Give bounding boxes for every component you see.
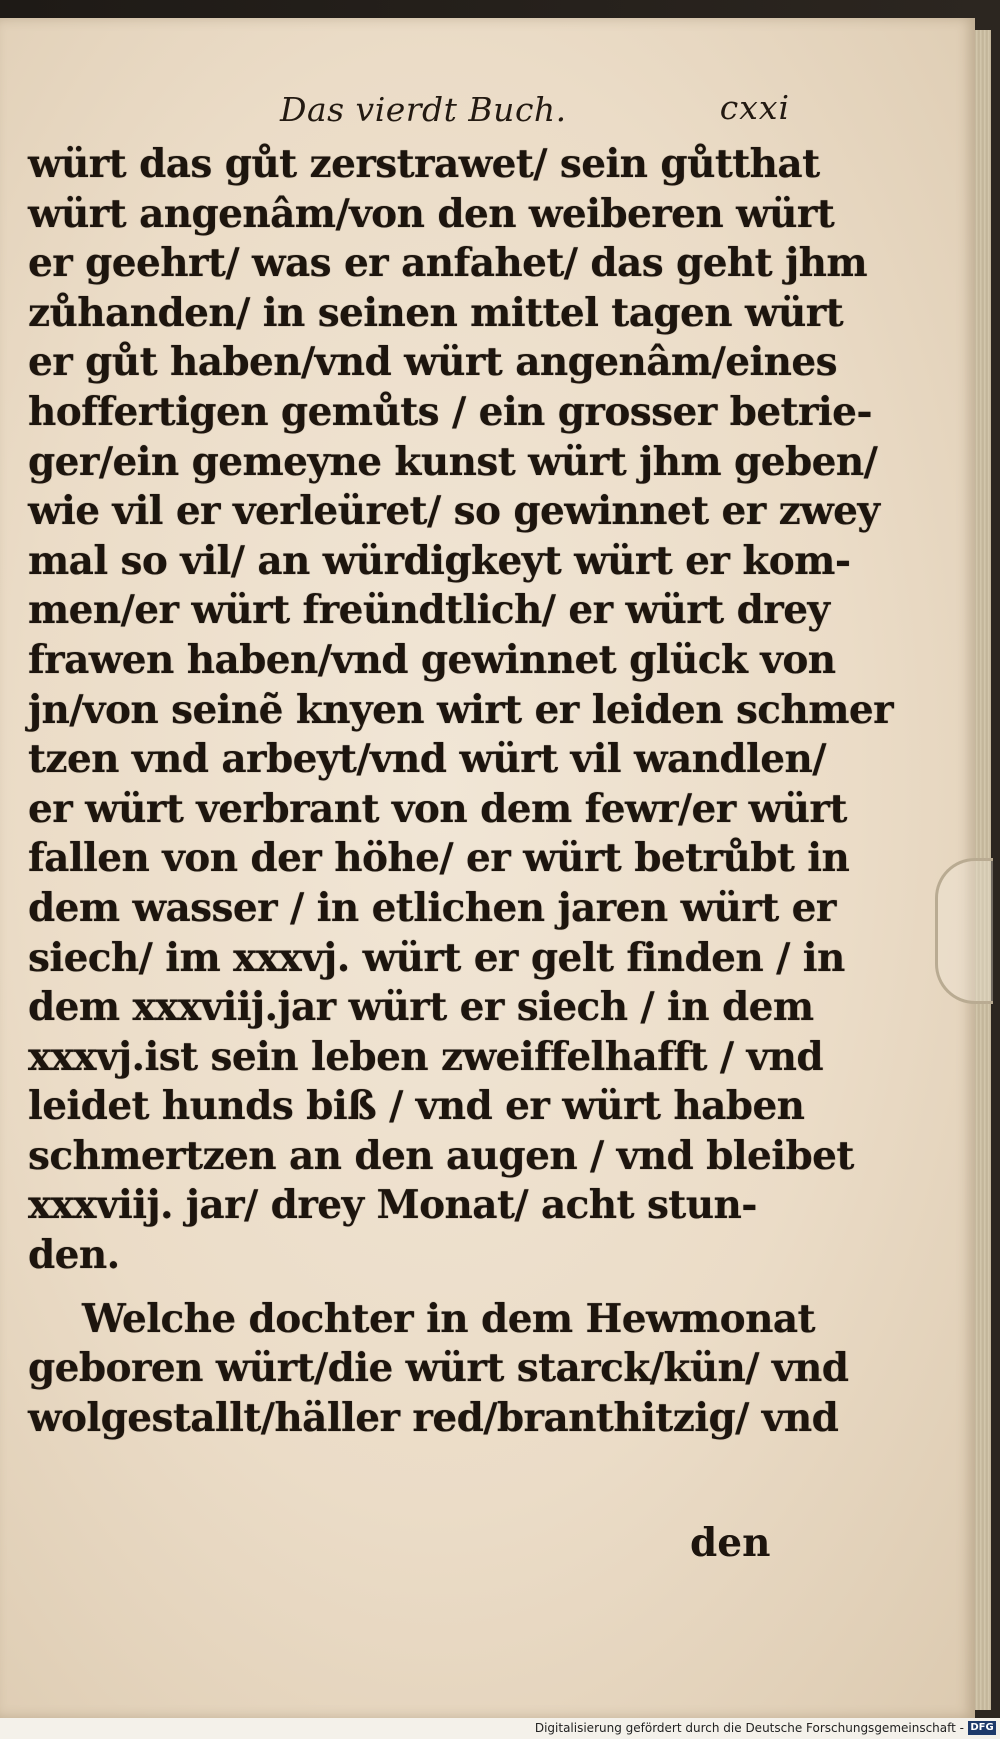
text-line: frawen haben/vnd gewinnet glück von (28, 636, 836, 683)
catchword: den (690, 1520, 771, 1566)
text-line: hoffertigen gemůts / ein grosser betrie- (28, 388, 872, 435)
text-line: xxxviij. jar/ drey Monat/ acht stun- (28, 1182, 757, 1229)
text-line: zůhanden/ in seinen mittel tagen würt (28, 289, 844, 336)
text-line: den. (28, 1232, 120, 1279)
folio-number: cxxi (719, 88, 790, 127)
text-line: würt angenâm/von den weiberen würt (28, 190, 835, 237)
footer-credit: Digitalisierung gefördert durch die Deutsche Forschungsgemeinschaft - (534, 1721, 964, 1735)
text-line: tzen vnd arbeyt/vnd würt vil wandlen/ (28, 736, 826, 783)
text-line: dem wasser / in etlichen jaren würt er (28, 884, 836, 931)
text-line: wolgestallt/häller red/branthitzig/ vnd (28, 1394, 839, 1441)
text-line: er gůt haben/vnd würt angenâm/eines (28, 339, 837, 386)
text-line: er würt verbrant von dem fewr/er würt (28, 785, 847, 832)
text-line: men/er würt freündtlich/ er würt drey (28, 587, 830, 634)
text-line: schmertzen an den augen / vnd bleibet (28, 1132, 854, 1179)
text-line: dem xxxviij.jar würt er siech / in dem (28, 984, 814, 1031)
body-text (28, 140, 894, 1443)
text-line: siech/ im xxxvj. würt er gelt finden / in (28, 934, 845, 981)
page-clip-tab (935, 858, 993, 1004)
text-line: leidet hunds biß / vnd er würt haben (28, 1083, 805, 1130)
running-title: Das vierdt Buch. (280, 90, 567, 129)
text-line: würt das gůt zerstrawet/ sein gůtthat (28, 141, 820, 187)
page-header (240, 82, 790, 132)
text-line: Welche dochter in dem Hewmonat (82, 1295, 815, 1342)
text-line: ger/ein gemeyne kunst würt jhm geben/ (28, 438, 878, 485)
dfg-logo: DFG (968, 1721, 996, 1735)
text-line: er geehrt/ was er anfahet/ das geht jhm (28, 240, 867, 287)
text-line: jn/von seinẽ knyen wirt er leiden schmer (28, 686, 894, 733)
text-line: wie vil er verleüret/ so gewinnet er zwey (28, 488, 880, 535)
paragraph-gap (28, 1281, 828, 1295)
text-line: xxxvj.ist sein leben zweiffelhafft / vnd (28, 1033, 824, 1080)
text-line: mal so vil/ an würdigkeyt würt er kom- (28, 537, 851, 584)
text-line: fallen von der höhe/ er würt betrůbt in (28, 835, 850, 882)
text-line: geboren würt/die würt starck/kün/ vnd (28, 1345, 849, 1392)
footer-bar (0, 1718, 1000, 1739)
